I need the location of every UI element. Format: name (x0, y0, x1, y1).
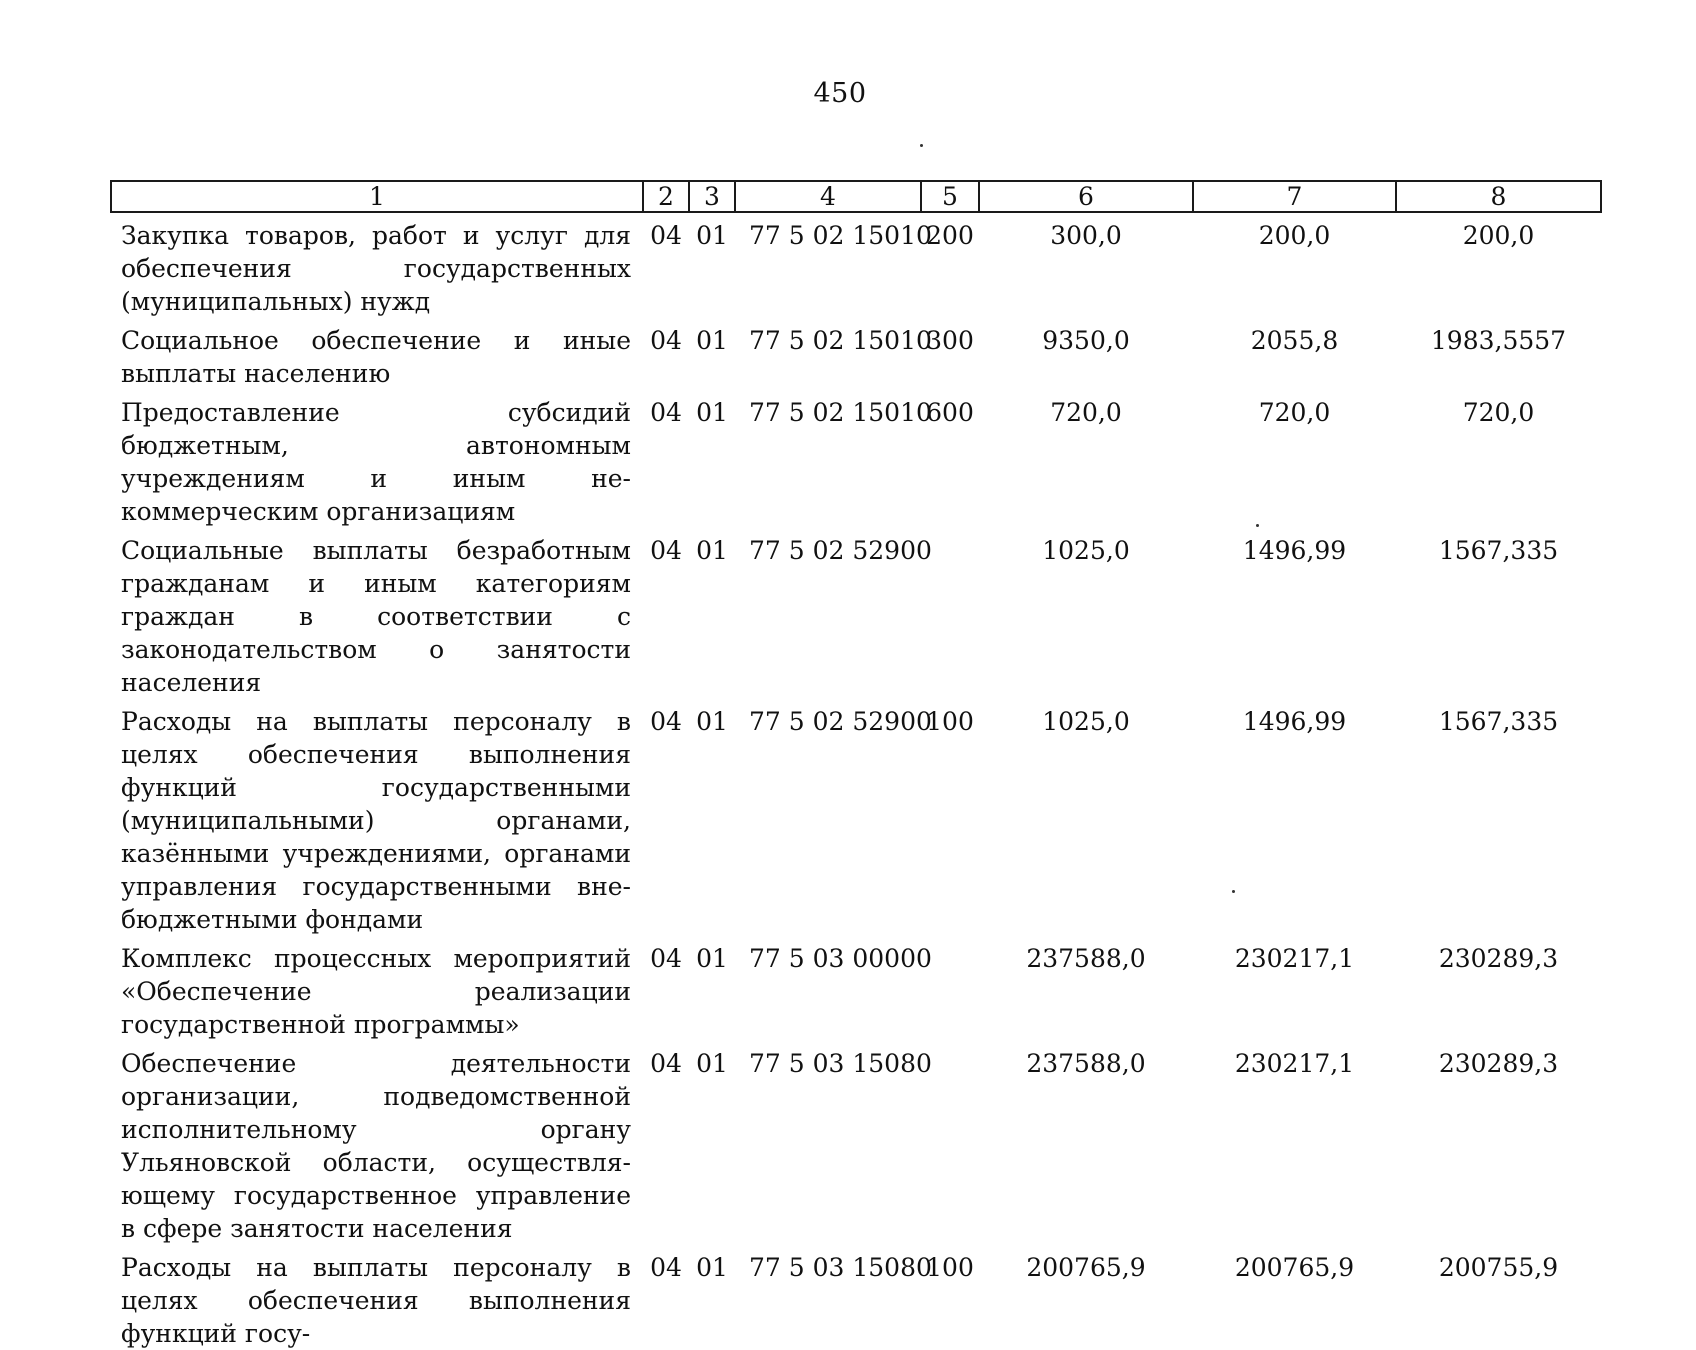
row-amount-7: 230217,1 (1234, 944, 1355, 973)
table-row (111, 936, 1601, 1041)
row-amount-8: 200,0 (1462, 221, 1535, 250)
header-col-5: 5 (921, 181, 979, 212)
header-row (111, 181, 1601, 212)
row-amount-7: 1496,99 (1242, 707, 1347, 736)
row-amount-7: 200,0 (1258, 221, 1331, 250)
row-amount-8: 1567,335 (1438, 707, 1559, 736)
row-section: 04 (650, 944, 682, 973)
row-section: 04 (650, 1253, 682, 1282)
table-row (111, 318, 1601, 390)
row-name: Социальное обеспечение и иные выплаты населению (121, 326, 631, 388)
row-target-article: 77 5 03 15080 (749, 1253, 932, 1282)
row-target-article: 77 5 03 15080 (749, 1049, 932, 1078)
row-expense-type: 100 (926, 1253, 974, 1282)
row-expense-type: 600 (926, 398, 974, 427)
header-col-2: 2 (643, 181, 689, 212)
row-subsection: 01 (696, 1253, 728, 1282)
row-name: Социальные выплаты безработным гражданам и иным категориям граждан в соответствии с законодательством о занятости населения (121, 536, 631, 697)
row-amount-7: 200765,9 (1234, 1253, 1355, 1282)
row-amount-7: 230217,1 (1234, 1049, 1355, 1078)
row-name: Расходы на выплаты персоналу в целях обеспечения выполнения функций государственными (муниципальными) органами, казёнными учреждениями, органами управления государственными внебюджетными фондами (121, 707, 631, 934)
row-name: Комплекс процессных мероприятий «Обеспечение реализации государственной программы» (121, 944, 631, 1039)
row-amount-6: 1025,0 (1042, 536, 1130, 565)
row-name: Обеспечение деятельности организации, подведомственной исполнительному органу Ульяновской области, осуществляющему государственное управление в сфере занятости населения (121, 1049, 631, 1243)
budget-table (110, 180, 1602, 1350)
row-target-article: 77 5 02 15010 (749, 398, 932, 427)
row-amount-7: 1496,99 (1242, 536, 1347, 565)
row-name: Расходы на выплаты персоналу в целях обеспечения выполнения функций госу- (121, 1253, 631, 1348)
row-subsection: 01 (696, 221, 728, 250)
row-target-article: 77 5 02 15010 (749, 221, 932, 250)
row-amount-8: 230289,3 (1438, 1049, 1559, 1078)
page-number: 450 (813, 78, 867, 109)
row-target-article: 77 5 02 52900 (749, 707, 932, 736)
row-amount-8: 1983,5557 (1430, 326, 1567, 355)
scan-speck (920, 144, 923, 147)
row-subsection: 01 (696, 536, 728, 565)
row-section: 04 (650, 221, 682, 250)
row-amount-6: 720,0 (1050, 398, 1122, 427)
row-amount-8: 720,0 (1462, 398, 1535, 427)
row-section: 04 (650, 326, 682, 355)
row-amount-8: 1567,335 (1438, 536, 1559, 565)
row-amount-6: 300,0 (1050, 221, 1122, 250)
row-amount-7: 2055,8 (1250, 326, 1339, 355)
row-name: Предоставление субсидий бюджетным, автономным учреждениям и иным некоммерческим организациям (121, 398, 631, 526)
row-expense-type: 200 (926, 221, 974, 250)
table-row (111, 528, 1601, 699)
row-target-article: 77 5 02 15010 (749, 326, 932, 355)
row-expense-type: 100 (926, 707, 974, 736)
row-amount-6: 237588,0 (1026, 1049, 1146, 1078)
table-row (111, 1245, 1601, 1350)
row-subsection: 01 (696, 398, 728, 427)
row-subsection: 01 (696, 707, 728, 736)
row-amount-8: 230289,3 (1438, 944, 1559, 973)
header-col-4: 4 (735, 181, 921, 212)
header-col-6: 6 (979, 181, 1193, 212)
row-amount-6: 200765,9 (1026, 1253, 1146, 1282)
table-row (111, 699, 1601, 936)
row-section: 04 (650, 398, 682, 427)
row-amount-6: 9350,0 (1042, 326, 1130, 355)
row-expense-type: 300 (926, 326, 974, 355)
row-section: 04 (650, 707, 682, 736)
row-amount-6: 1025,0 (1042, 707, 1130, 736)
row-target-article: 77 5 03 00000 (749, 944, 932, 973)
header-col-1: 1 (111, 181, 643, 212)
row-subsection: 01 (696, 326, 728, 355)
table-row (111, 212, 1601, 318)
header-col-7: 7 (1193, 181, 1396, 212)
table-row (111, 1041, 1601, 1245)
header-col-3: 3 (689, 181, 735, 212)
row-subsection: 01 (696, 1049, 728, 1078)
row-name: Закупка товаров, работ и услуг для обеспечения государственных (муниципальных) нужд (121, 221, 631, 316)
row-section: 04 (650, 536, 682, 565)
row-subsection: 01 (696, 944, 728, 973)
row-target-article: 77 5 02 52900 (749, 536, 932, 565)
row-amount-8: 200755,9 (1438, 1253, 1559, 1282)
table-row (111, 390, 1601, 528)
header-col-8: 8 (1396, 181, 1601, 212)
row-section: 04 (650, 1049, 682, 1078)
row-amount-6: 237588,0 (1026, 944, 1146, 973)
table-body (111, 212, 1601, 1350)
row-amount-7: 720,0 (1258, 398, 1331, 427)
table-header (111, 181, 1601, 212)
